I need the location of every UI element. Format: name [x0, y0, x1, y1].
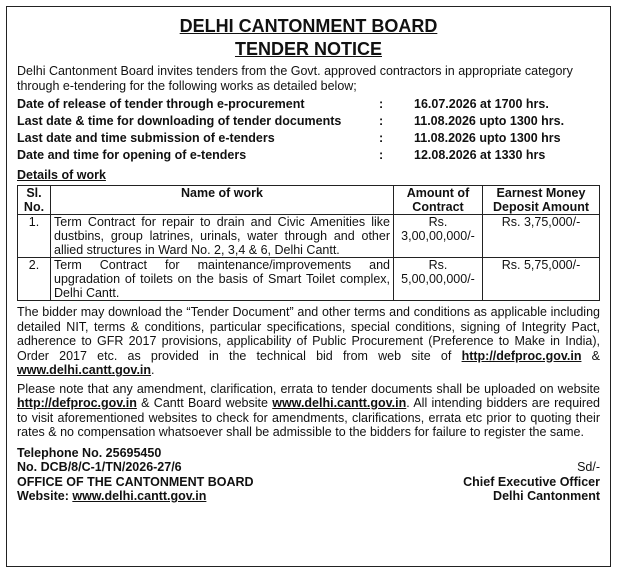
header-sl: Sl. No.: [18, 186, 51, 215]
cell-amount: Rs. 3,00,00,000/-: [394, 215, 483, 258]
office-name: OFFICE OF THE CANTONMENT BOARD: [17, 474, 254, 489]
signature-mark: Sd/-: [577, 460, 600, 474]
cell-sl: 2.: [18, 258, 51, 301]
date-row: [17, 96, 600, 113]
amendment-text: & Cantt Board website: [136, 396, 273, 410]
header-amount: Amount of Contract: [394, 186, 483, 215]
date-label: Last date and time submission of e-tenders: [17, 131, 275, 145]
cell-amount: Rs. 5,00,00,000/-: [394, 258, 483, 301]
header-name: Name of work: [51, 186, 394, 215]
website-line: [17, 489, 206, 504]
period-text: .: [151, 363, 155, 377]
date-value: 11.08.2026 upto 1300 hrs.: [414, 114, 565, 128]
date-label: Last date & time for downloading of tender documents: [17, 114, 342, 128]
tender-notice-frame: [6, 6, 611, 567]
date-row: [17, 113, 600, 130]
notice-title: TENDER NOTICE: [234, 39, 382, 59]
defproc-link[interactable]: http://defproc.gov.in: [17, 396, 137, 410]
designation: Chief Executive Officer: [463, 474, 600, 489]
works-table: [17, 185, 600, 301]
cell-emd: Rs. 5,75,000/-: [483, 258, 600, 301]
ampersand-text: &: [581, 348, 601, 363]
board-title: DELHI CANTONMENT BOARD: [179, 16, 438, 36]
date-colon: :: [379, 148, 384, 162]
footer: [17, 446, 600, 504]
dates-list: [17, 96, 600, 164]
download-paragraph: [17, 305, 600, 378]
cantt-website-link[interactable]: www.delhi.cantt.gov.in: [17, 363, 152, 377]
date-colon: :: [379, 131, 384, 145]
telephone-number: Telephone No. 25695450: [17, 445, 162, 460]
table-row: [18, 258, 600, 301]
cell-name: Term Contract for maintenance/improvements and upgradation of toilets on the basis of Smart Toilet complex, Delhi Cantt.: [51, 258, 394, 301]
table-header-row: [18, 186, 600, 215]
header-emd: Earnest Money Deposit Amount: [483, 186, 600, 215]
website-label: Website:: [17, 489, 73, 503]
date-row: [17, 130, 600, 147]
footer-row: [17, 475, 600, 490]
date-colon: :: [379, 114, 384, 128]
reference-number: No. DCB/8/C-1/TN/2026-27/6: [17, 460, 182, 474]
date-value: 12.08.2026 at 1330 hrs: [414, 148, 546, 162]
amendment-paragraph: [17, 382, 600, 440]
date-value: 16.07.2026 at 1700 hrs.: [414, 97, 549, 111]
amendment-text: . All intending bidders are required to visit aforementioned websites to check for amendments, clarifications, errata etc prior to quoting their rates & no compensation whatsoever shall be admissible to the bidders for failure to register the same.: [17, 396, 600, 439]
date-colon: :: [379, 97, 384, 111]
details-heading: Details of work: [17, 168, 106, 182]
amendment-text: Please note that any amendment, clarification, errata to tender documents shall be uploaded on website: [17, 381, 600, 396]
footer-website-link[interactable]: www.delhi.cantt.gov.in: [72, 489, 207, 503]
intro-text: Delhi Cantonment Board invites tenders from the Govt. approved contractors in appropriate category through e-tendering for the following works as detailed below;: [17, 64, 573, 93]
place-name: Delhi Cantonment: [493, 489, 600, 503]
date-label: Date of release of tender through e-procurement: [17, 97, 305, 111]
cell-name: Term Contract for repair to drain and Civic Amenities like dustbins, group latrines, urinals, water through and other allied structures in Ward No. 2, 3,4 & 6, Delhi Cantt.: [51, 215, 394, 258]
footer-row: [17, 460, 600, 475]
defproc-link[interactable]: http://defproc.gov.in: [461, 348, 582, 363]
footer-row: [17, 489, 600, 504]
cantt-website-link[interactable]: www.delhi.cantt.gov.in: [272, 396, 407, 410]
date-row: [17, 147, 600, 164]
date-value: 11.08.2026 upto 1300 hrs: [414, 131, 561, 145]
date-label: Date and time for opening of e-tenders: [17, 148, 247, 162]
table-row: [18, 215, 600, 258]
cell-sl: 1.: [18, 215, 51, 258]
download-text: The bidder may download the “Tender Document” and other terms and conditions as applicable including detailed NIT, terms & conditions, particular specifications, special conditions, signing of Integrity Pact, adherence to GFR 2017 provisions, applicability of Public Procurement (Preference to Make in India), Order 2017 etc. as provided in the technical bid from web site of: [17, 305, 600, 363]
cell-emd: Rs. 3,75,000/-: [483, 215, 600, 258]
